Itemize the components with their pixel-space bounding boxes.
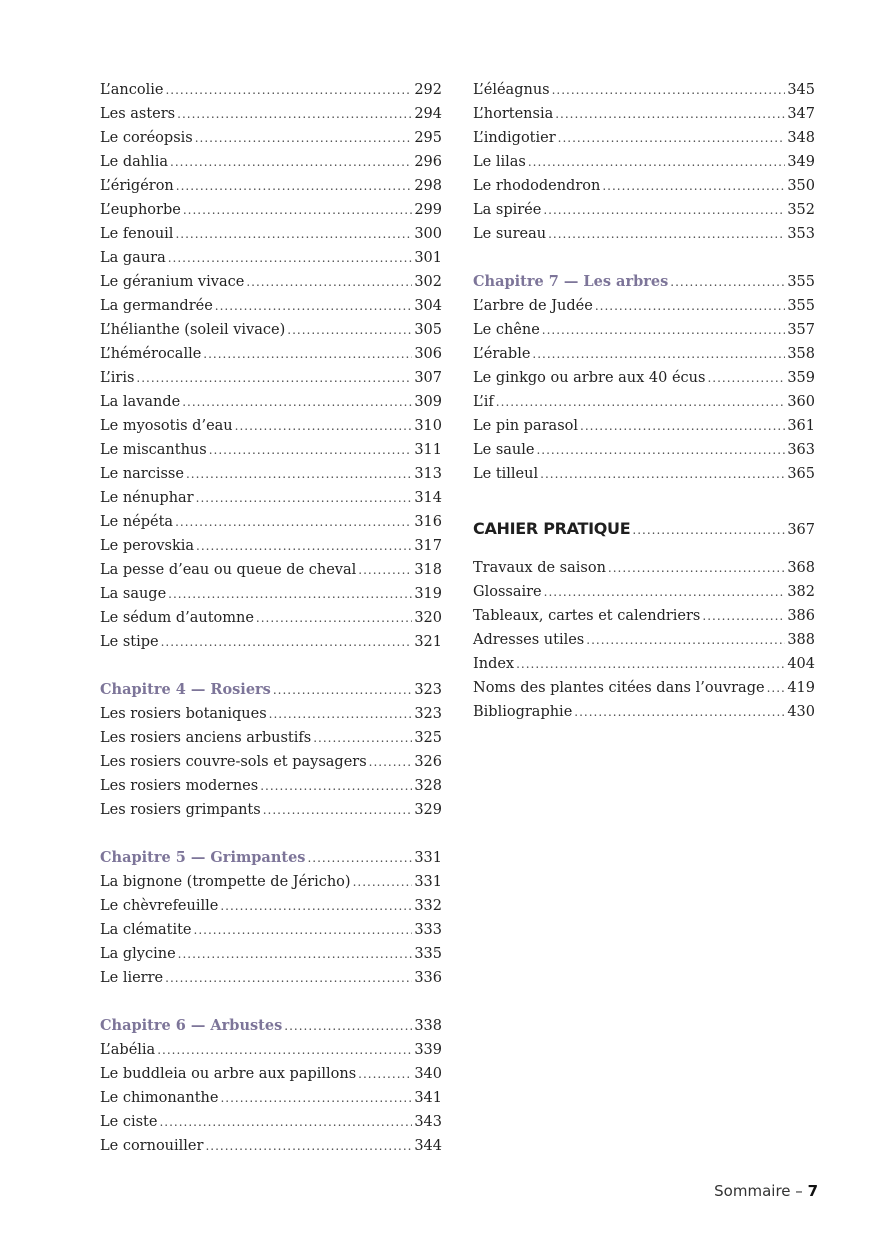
toc-entry-page: 311	[414, 442, 442, 458]
toc-entry[interactable]	[473, 438, 815, 462]
toc-entry[interactable]	[100, 1086, 442, 1110]
toc-entry-page: 365	[787, 466, 815, 482]
dot-leader	[175, 510, 412, 534]
footer-section-label: Sommaire –	[714, 1182, 803, 1200]
toc-entry[interactable]	[100, 270, 442, 294]
dot-leader	[136, 366, 412, 390]
toc-entry[interactable]	[100, 462, 442, 486]
toc-chapter-heading[interactable]	[100, 846, 442, 870]
toc-entry-page: 301	[414, 250, 442, 266]
toc-entry-page: 331	[414, 850, 442, 866]
toc-entry-page: 307	[414, 370, 442, 386]
dot-leader	[548, 222, 785, 246]
dot-leader	[313, 726, 412, 750]
section-spacer	[473, 544, 815, 556]
toc-entry[interactable]	[100, 966, 442, 990]
toc-entry-page: 419	[787, 680, 815, 696]
toc-entry-title: CAHIER PRATIQUE	[473, 519, 631, 538]
toc-entry-title: Les rosiers modernes	[100, 778, 259, 794]
toc-entry-page: 341	[414, 1090, 442, 1106]
dot-leader	[235, 414, 413, 438]
toc-entry[interactable]	[100, 918, 442, 942]
toc-entry-page: 314	[414, 490, 442, 506]
toc-entry-page: 367	[787, 522, 815, 538]
dot-leader	[177, 102, 412, 126]
toc-entry-page: 350	[787, 178, 815, 194]
toc-entry[interactable]	[100, 174, 442, 198]
toc-entry-page: 336	[414, 970, 442, 986]
toc-entry-title: Le nénuphar	[100, 490, 194, 506]
toc-entry-title: L’abélia	[100, 1042, 156, 1058]
dot-leader	[595, 294, 786, 318]
section-spacer	[473, 246, 815, 270]
toc-entry-page: 306	[414, 346, 442, 362]
dot-leader	[196, 486, 413, 510]
toc-entry-title: Les rosiers grimpants	[100, 802, 261, 818]
dot-leader	[175, 222, 412, 246]
dot-leader	[707, 366, 785, 390]
toc-entry[interactable]	[473, 318, 815, 342]
toc-entry[interactable]	[473, 414, 815, 438]
toc-entry-page: 386	[787, 608, 815, 624]
dot-leader	[220, 1086, 412, 1110]
toc-entry-page: 340	[414, 1066, 442, 1082]
toc-entry[interactable]	[100, 366, 442, 390]
toc-entry-page: 343	[414, 1114, 442, 1130]
dot-leader	[287, 318, 412, 342]
toc-entry[interactable]	[100, 534, 442, 558]
toc-entry-title: L’hortensia	[473, 106, 554, 122]
toc-entry-title: La sauge	[100, 586, 167, 602]
toc-entry[interactable]	[473, 150, 815, 174]
toc-entry-title: Le pin parasol	[473, 418, 578, 434]
toc-entry-title: Le cornouiller	[100, 1138, 204, 1154]
toc-entry-title: L’indigotier	[473, 130, 556, 146]
toc-entry[interactable]	[473, 102, 815, 126]
section-spacer	[100, 990, 442, 1014]
toc-entry-title: Le chêne	[473, 322, 540, 338]
dot-leader	[516, 652, 785, 676]
section-spacer	[100, 654, 442, 678]
dot-leader	[358, 1062, 412, 1086]
toc-entry-title: Le tilleul	[473, 466, 539, 482]
toc-entry[interactable]	[100, 1062, 442, 1086]
toc-entry-title: La clématite	[100, 922, 192, 938]
toc-entry-page: 348	[787, 130, 815, 146]
toc-entry[interactable]	[473, 390, 815, 414]
toc-entry[interactable]	[473, 222, 815, 246]
toc-entry[interactable]	[100, 726, 442, 750]
toc-entry-page: 292	[414, 82, 442, 98]
toc-entry[interactable]	[100, 342, 442, 366]
toc-entry-title: Le sédum d’automne	[100, 610, 254, 626]
dot-leader	[670, 270, 785, 294]
dot-leader	[203, 342, 412, 366]
toc-entry-title: L’hémérocalle	[100, 346, 202, 362]
toc-entry-title: L’érigéron	[100, 178, 174, 194]
toc-entry[interactable]	[100, 798, 442, 822]
toc-entry-page: 316	[414, 514, 442, 530]
toc-entry-title: Les asters	[100, 106, 176, 122]
dot-leader	[220, 894, 412, 918]
toc-entry[interactable]	[473, 198, 815, 222]
dot-leader	[157, 1038, 412, 1062]
section-spacer	[473, 486, 815, 514]
toc-entry-title: Le ginkgo ou arbre aux 40 écus	[473, 370, 706, 386]
dot-leader	[555, 102, 785, 126]
toc-entry-title: La gaura	[100, 250, 166, 266]
toc-entry[interactable]	[473, 604, 815, 628]
toc-entry-page: 323	[414, 682, 442, 698]
dot-leader	[159, 1110, 412, 1134]
toc-entry-page: 295	[414, 130, 442, 146]
toc-entry-page: 326	[414, 754, 442, 770]
dot-leader	[183, 198, 412, 222]
toc-entry-title: Le miscanthus	[100, 442, 207, 458]
toc-entry[interactable]	[100, 1134, 442, 1158]
dot-leader	[260, 774, 412, 798]
toc-entry-page: 339	[414, 1042, 442, 1058]
toc-entry-title: Le chimonanthe	[100, 1090, 219, 1106]
toc-entry-title: Chapitre 6 — Arbustes	[100, 1017, 283, 1034]
toc-entry-page: 332	[414, 898, 442, 914]
toc-entry-title: Le géranium vivace	[100, 274, 245, 290]
toc-entry-title: Le perovskia	[100, 538, 195, 554]
toc-entry-title: Le coréopsis	[100, 130, 193, 146]
toc-entry[interactable]	[100, 438, 442, 462]
dot-leader	[353, 870, 413, 894]
toc-entry[interactable]	[473, 342, 815, 366]
toc-entry[interactable]	[100, 630, 442, 654]
toc-entry-title: Chapitre 7 — Les arbres	[473, 273, 669, 290]
toc-entry[interactable]	[100, 318, 442, 342]
dot-leader	[602, 174, 785, 198]
toc-entry-title: Le lierre	[100, 970, 164, 986]
toc-entry-title: L’euphorbe	[100, 202, 181, 218]
dot-leader	[269, 702, 413, 726]
toc-entry-title: Le rhododendron	[473, 178, 601, 194]
dot-leader	[702, 604, 785, 628]
toc-entry-title: La glycine	[100, 946, 176, 962]
toc-entry-title: Le fenouil	[100, 226, 174, 242]
dot-leader	[542, 318, 786, 342]
toc-entry-page: 357	[787, 322, 815, 338]
dot-leader	[532, 342, 785, 366]
toc-entry[interactable]	[473, 126, 815, 150]
toc-entry-title: Le stipe	[100, 634, 159, 650]
toc-entry-title: Adresses utiles	[473, 632, 585, 648]
toc-entry-page: 335	[414, 946, 442, 962]
toc-entry[interactable]	[473, 366, 815, 390]
toc-entry-page: 320	[414, 610, 442, 626]
toc-entry-page: 363	[787, 442, 815, 458]
toc-entry-title: Les rosiers couvre-sols et paysagers	[100, 754, 367, 770]
toc-entry-page: 353	[787, 226, 815, 242]
toc-entry-title: L’hélianthe (soleil vivace)	[100, 322, 286, 338]
toc-entry[interactable]	[100, 510, 442, 534]
toc-entry-page: 345	[787, 82, 815, 98]
toc-entry-page: 317	[414, 538, 442, 554]
dot-leader	[165, 78, 412, 102]
toc-entry-title: Les rosiers anciens arbustifs	[100, 730, 312, 746]
toc-entry-page: 300	[414, 226, 442, 242]
toc-entry[interactable]	[100, 942, 442, 966]
toc-entry-title: Le buddleia ou arbre aux papillons	[100, 1066, 357, 1082]
toc-entry-title: L’érable	[473, 346, 531, 362]
toc-entry[interactable]	[100, 606, 442, 630]
toc-entry-title: Glossaire	[473, 584, 542, 600]
toc-entry-page: 329	[414, 802, 442, 818]
toc-entry[interactable]	[100, 246, 442, 270]
dot-leader	[284, 1014, 412, 1038]
toc-entry[interactable]	[100, 702, 442, 726]
toc-entry-page: 388	[787, 632, 815, 648]
toc-entry[interactable]	[100, 414, 442, 438]
toc-entry-title: Noms des plantes citées dans l’ouvrage	[473, 680, 765, 696]
dot-leader	[544, 580, 786, 604]
toc-entry[interactable]	[100, 102, 442, 126]
dot-leader	[178, 942, 413, 966]
toc-entry-title: Le dahlia	[100, 154, 169, 170]
dot-leader	[540, 462, 785, 486]
toc-left-column	[100, 78, 442, 1158]
toc-entry-title: Le ciste	[100, 1114, 158, 1130]
dot-leader	[168, 246, 413, 270]
toc-entry[interactable]	[100, 582, 442, 606]
toc-entry[interactable]	[473, 78, 815, 102]
toc-entry-page: 382	[787, 584, 815, 600]
toc-entry-title: La germandrée	[100, 298, 213, 314]
toc-entry-page: 310	[414, 418, 442, 434]
dot-leader	[608, 556, 785, 580]
toc-entry-title: Tableaux, cartes et calendriers	[473, 608, 701, 624]
dot-leader	[170, 150, 412, 174]
toc-entry[interactable]	[100, 222, 442, 246]
dot-leader	[246, 270, 412, 294]
toc-entry-title: Le sureau	[473, 226, 547, 242]
toc-entry-title: La spirée	[473, 202, 542, 218]
dot-leader	[196, 534, 412, 558]
toc-entry-page: 304	[414, 298, 442, 314]
toc-entry-title: Les rosiers botaniques	[100, 706, 267, 722]
toc-entry-title: Le lilas	[473, 154, 526, 170]
dot-leader	[580, 414, 785, 438]
toc-entry[interactable]	[100, 390, 442, 414]
dot-leader	[536, 438, 785, 462]
dot-leader	[558, 126, 786, 150]
toc-entry-title: Travaux de saison	[473, 560, 606, 576]
toc-entry-page: 430	[787, 704, 815, 720]
toc-entry[interactable]	[100, 750, 442, 774]
toc-entry[interactable]	[100, 870, 442, 894]
dot-leader	[552, 78, 786, 102]
dot-leader	[358, 558, 412, 582]
toc-entry-page: 299	[414, 202, 442, 218]
dot-leader	[543, 198, 785, 222]
dot-leader	[205, 1134, 412, 1158]
toc-entry[interactable]	[473, 652, 815, 676]
dot-leader	[161, 630, 413, 654]
toc-entry-title: L’iris	[100, 370, 135, 386]
toc-entry-page: 359	[787, 370, 815, 386]
toc-entry-page: 318	[414, 562, 442, 578]
toc-entry[interactable]	[473, 174, 815, 198]
toc-entry[interactable]	[100, 894, 442, 918]
dot-leader	[574, 700, 785, 724]
dot-leader	[176, 174, 413, 198]
toc-entry[interactable]	[473, 628, 815, 652]
toc-entry-page: 319	[414, 586, 442, 602]
toc-entry[interactable]	[100, 774, 442, 798]
dot-leader	[256, 606, 412, 630]
toc-entry-page: 347	[787, 106, 815, 122]
toc-entry-page: 361	[787, 418, 815, 434]
toc-entry-page: 298	[414, 178, 442, 194]
toc-entry-title: La lavande	[100, 394, 181, 410]
toc-entry-page: 325	[414, 730, 442, 746]
toc-entry[interactable]	[473, 556, 815, 580]
dot-leader	[194, 918, 413, 942]
dot-leader	[263, 798, 413, 822]
toc-entry-title: Index	[473, 656, 515, 672]
toc-entry[interactable]	[473, 700, 815, 724]
dot-leader	[168, 582, 412, 606]
toc-entry-title: Le népéta	[100, 514, 174, 530]
dot-leader	[586, 628, 785, 652]
dot-leader	[496, 390, 786, 414]
toc-entry-page: 328	[414, 778, 442, 794]
toc-entry[interactable]	[100, 78, 442, 102]
toc-entry-page: 368	[787, 560, 815, 576]
toc-entry-page: 352	[787, 202, 815, 218]
toc-entry-title: L’if	[473, 394, 494, 410]
toc-entry[interactable]	[100, 558, 442, 582]
toc-entry-page: 349	[787, 154, 815, 170]
toc-entry[interactable]	[473, 462, 815, 486]
toc-entry-page: 302	[414, 274, 442, 290]
dot-leader	[632, 515, 785, 545]
dot-leader	[528, 150, 785, 174]
toc-entry-page: 313	[414, 466, 442, 482]
dot-leader	[186, 462, 412, 486]
toc-entry-title: Le narcisse	[100, 466, 184, 482]
toc-chapter-heading[interactable]	[473, 270, 815, 294]
toc-entry-title: Le myosotis d’eau	[100, 418, 233, 434]
dot-leader	[165, 966, 412, 990]
toc-entry[interactable]	[100, 1038, 442, 1062]
dot-leader	[307, 846, 412, 870]
section-spacer	[100, 822, 442, 846]
toc-entry-title: Le saule	[473, 442, 535, 458]
dot-leader	[195, 126, 413, 150]
toc-entry[interactable]	[100, 198, 442, 222]
toc-entry-page: 309	[414, 394, 442, 410]
toc-entry[interactable]	[473, 294, 815, 318]
toc-entry[interactable]	[100, 150, 442, 174]
toc-entry-title: Le chèvrefeuille	[100, 898, 219, 914]
toc-entry-title: L’arbre de Judée	[473, 298, 593, 314]
page-footer	[714, 1182, 818, 1200]
toc-entry-page: 333	[414, 922, 442, 938]
toc-chapter-heading[interactable]	[100, 1014, 442, 1038]
toc-entry[interactable]	[100, 294, 442, 318]
dot-leader	[209, 438, 413, 462]
toc-entry[interactable]	[473, 676, 815, 700]
toc-entry-page: 323	[414, 706, 442, 722]
toc-chapter-heading[interactable]	[100, 678, 442, 702]
toc-entry-title: Bibliographie	[473, 704, 573, 720]
toc-entry-page: 294	[414, 106, 442, 122]
dot-leader	[215, 294, 413, 318]
dot-leader	[369, 750, 413, 774]
toc-entry[interactable]	[473, 580, 815, 604]
toc-entry-page: 296	[414, 154, 442, 170]
toc-entry-title: La pesse d’eau ou queue de cheval	[100, 562, 357, 578]
toc-entry-page: 331	[414, 874, 442, 890]
toc-entry-page: 355	[787, 298, 815, 314]
toc-right-column	[473, 78, 815, 724]
toc-entry-page: 404	[787, 656, 815, 672]
dot-leader	[767, 676, 786, 700]
toc-entry-title: L’éléagnus	[473, 82, 550, 98]
dot-leader	[182, 390, 412, 414]
toc-entry-page: 338	[414, 1018, 442, 1034]
toc-entry-page: 344	[414, 1138, 442, 1154]
toc-entry-page: 355	[787, 274, 815, 290]
toc-entry-page: 360	[787, 394, 815, 410]
toc-entry[interactable]	[100, 1110, 442, 1134]
dot-leader	[273, 678, 412, 702]
toc-entry[interactable]	[100, 486, 442, 510]
toc-entry[interactable]	[100, 126, 442, 150]
toc-entry-title: Chapitre 4 — Rosiers	[100, 681, 271, 698]
toc-section-heading[interactable]	[473, 514, 815, 544]
toc-entry-page: 305	[414, 322, 442, 338]
footer-page-number: 7	[807, 1182, 818, 1200]
toc-entry-page: 321	[414, 634, 442, 650]
toc-entry-title: La bignone (trompette de Jéricho)	[100, 874, 351, 890]
toc-entry-title: L’ancolie	[100, 82, 164, 98]
toc-entry-title: Chapitre 5 — Grimpantes	[100, 849, 306, 866]
toc-entry-page: 358	[787, 346, 815, 362]
